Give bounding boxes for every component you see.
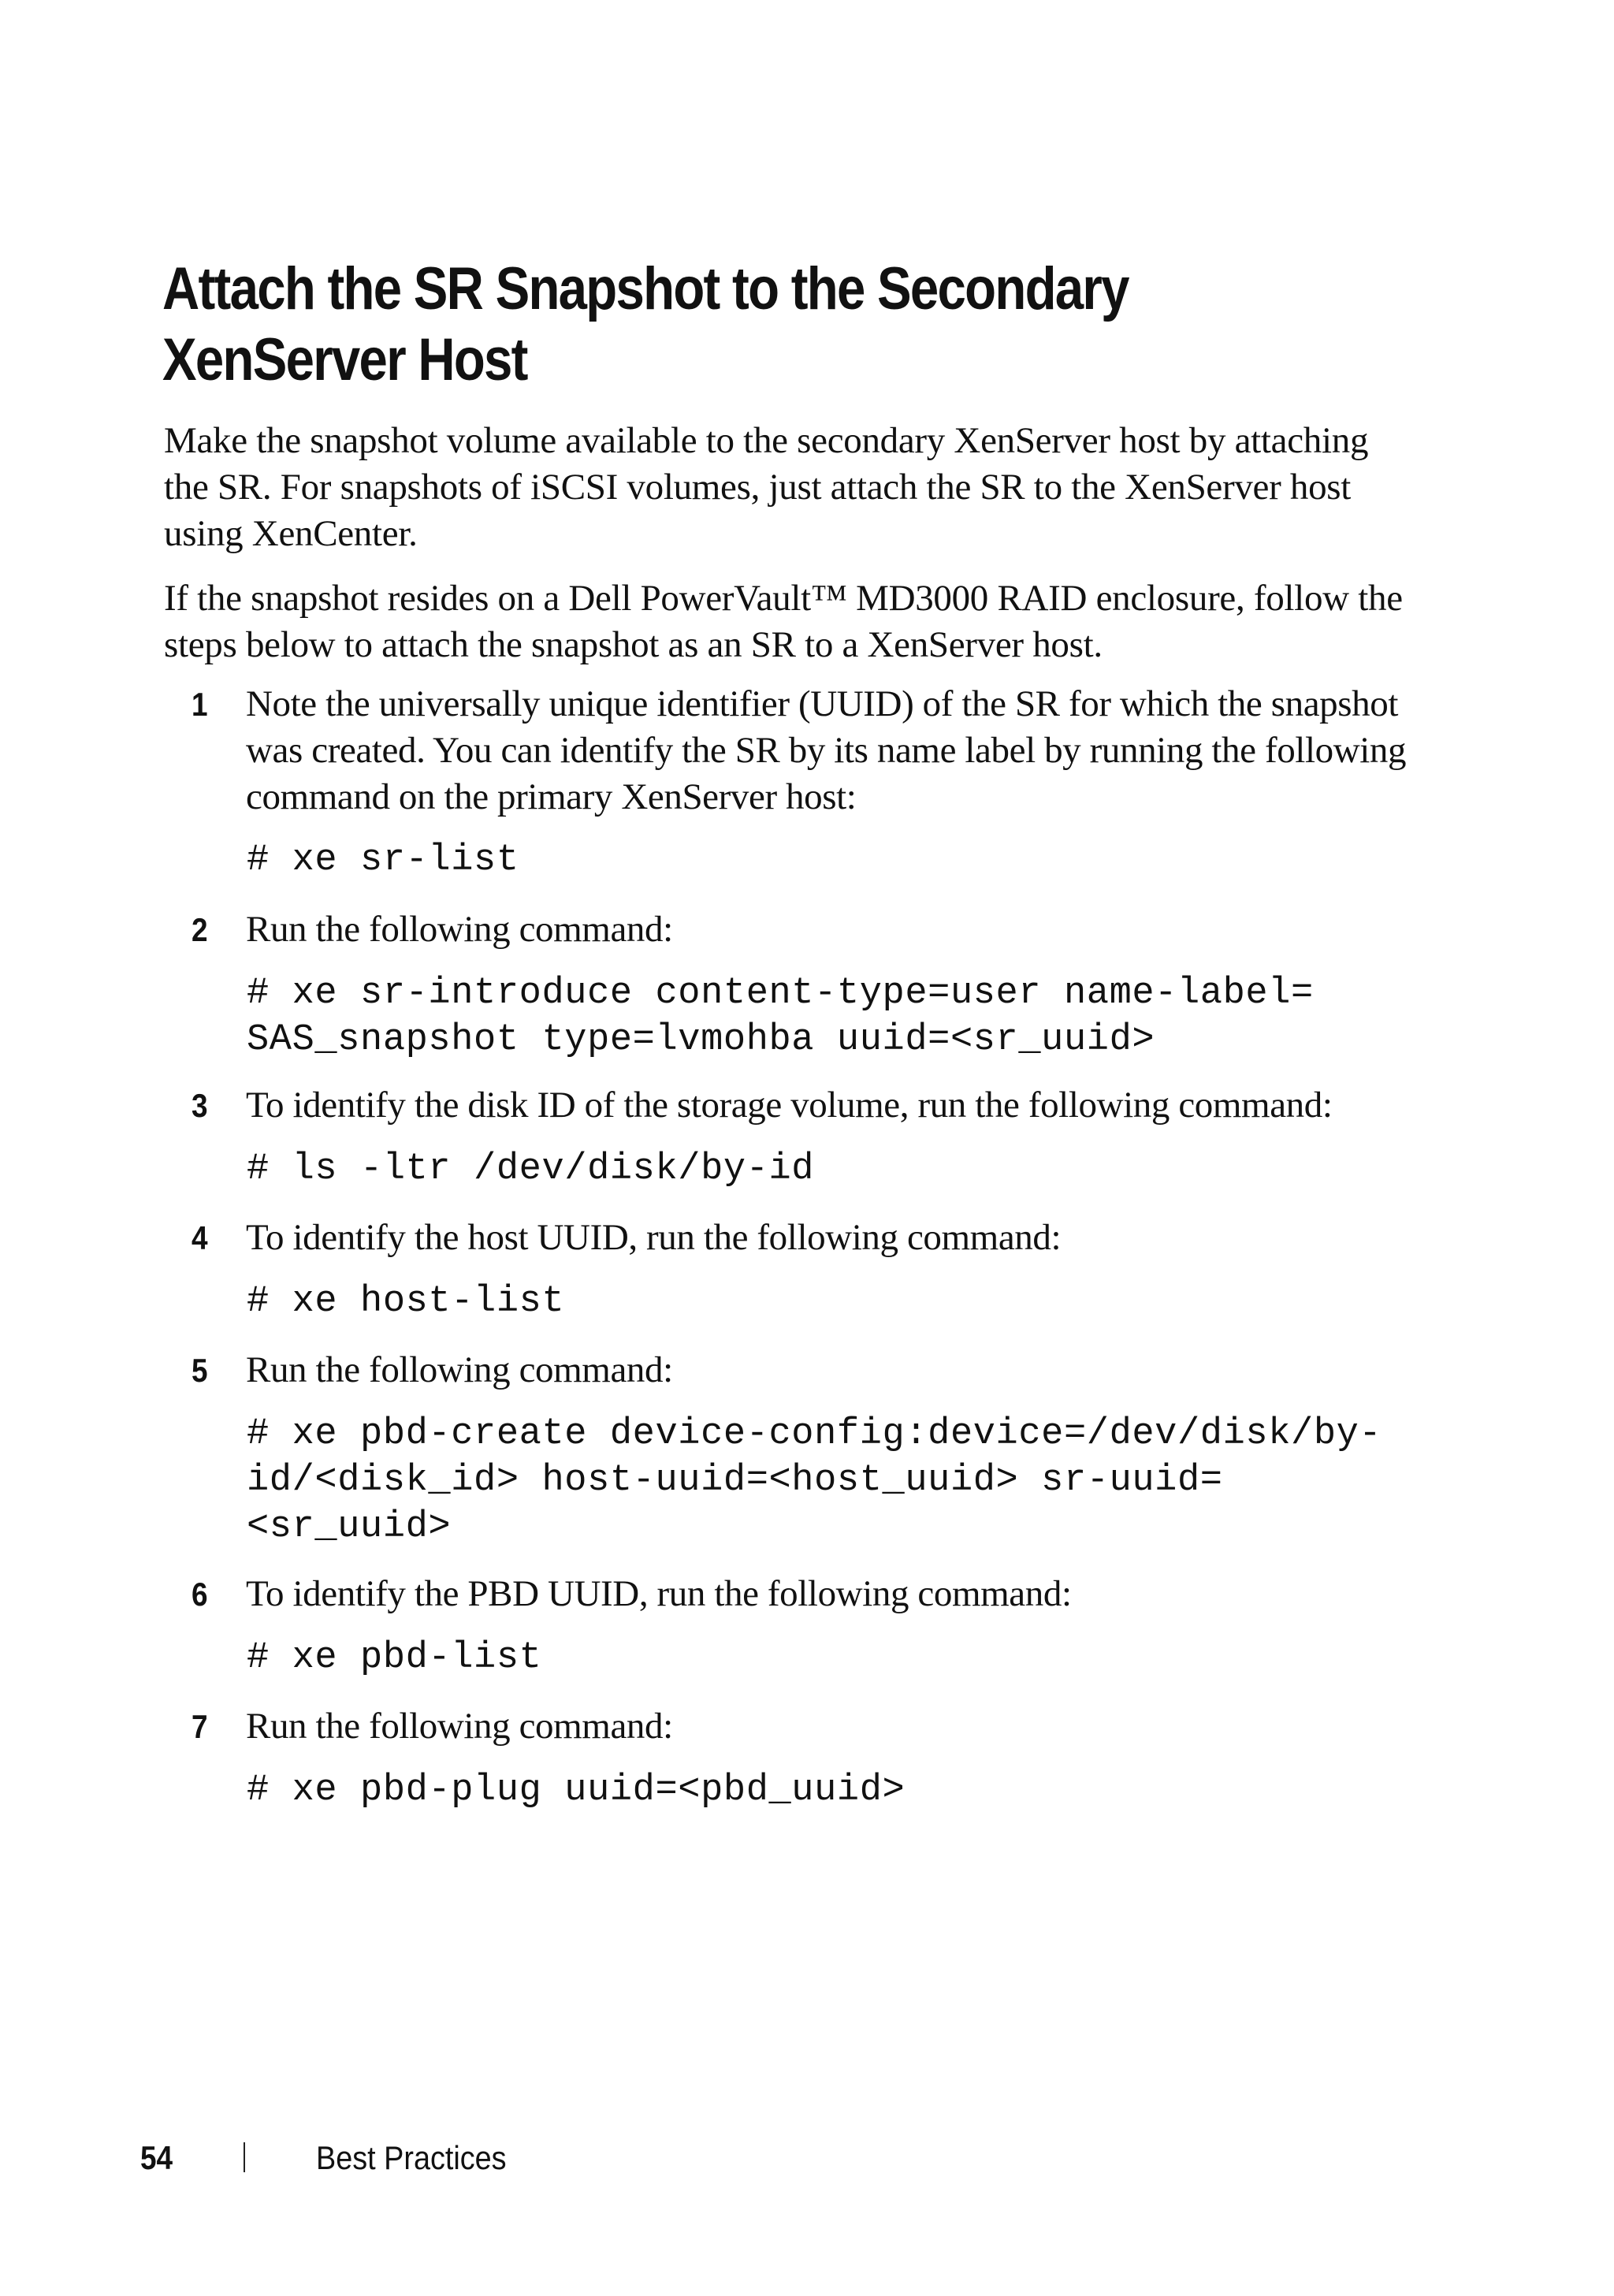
step-number: 1	[192, 686, 208, 723]
step-number: 5	[192, 1352, 208, 1389]
step-text: Run the following command:	[246, 1349, 673, 1390]
command-code: # xe sr-list	[247, 839, 519, 881]
page-heading: Attach the SR Snapshot to the Secondary XenServer Host	[162, 255, 1129, 393]
step-number: 6	[192, 1576, 208, 1613]
command-code: # xe pbd-list	[247, 1637, 542, 1679]
step-text: Run the following command:	[246, 1706, 673, 1747]
intro-paragraph: Make the snapshot volume available to the secondary XenServer host by attaching the SR. For snapshots of iSCSI volumes, just attach the SR to the XenServer host using XenCenter.	[164, 420, 1369, 554]
footer-divider	[244, 2142, 245, 2172]
section-title: Best Practices	[316, 2139, 507, 2176]
command-code: # xe pbd-plug uuid=<pbd_uuid>	[247, 1769, 906, 1811]
page-number: 54	[140, 2139, 173, 2176]
step-text: To identify the disk ID of the storage volume, run the following command:	[246, 1085, 1333, 1126]
step-text: Note the universally unique identifier (UUID) of the SR for which the snapshot was created. You can identify the SR by its name label by running the following command on the primary XenServer host:	[246, 683, 1407, 817]
step-text: To identify the host UUID, run the following command:	[246, 1217, 1062, 1258]
step-text: To identify the PBD UUID, run the following command:	[246, 1573, 1072, 1614]
command-code: # xe pbd-create device-config:device=/dev/disk/by- id/<disk_id> host-uuid=<host_uuid> sr-uuid= <sr_uuid>	[247, 1413, 1382, 1548]
step-number: 4	[192, 1219, 208, 1256]
command-code: # ls -ltr /dev/disk/by-id	[247, 1148, 815, 1190]
md3000-paragraph: If the snapshot resides on a Dell PowerVault™ MD3000 RAID enclosure, follow the steps below to attach the snapshot as an SR to a XenServer host.	[164, 578, 1403, 665]
step-number: 7	[192, 1708, 208, 1745]
step-number: 2	[192, 911, 208, 948]
step-text: Run the following command:	[246, 909, 673, 950]
command-code: # xe sr-introduce content-type=user name-label= SAS_snapshot type=lvmohba uuid=<sr_uuid>	[247, 973, 1314, 1061]
command-code: # xe host-list	[247, 1281, 565, 1323]
step-number: 3	[192, 1087, 208, 1124]
